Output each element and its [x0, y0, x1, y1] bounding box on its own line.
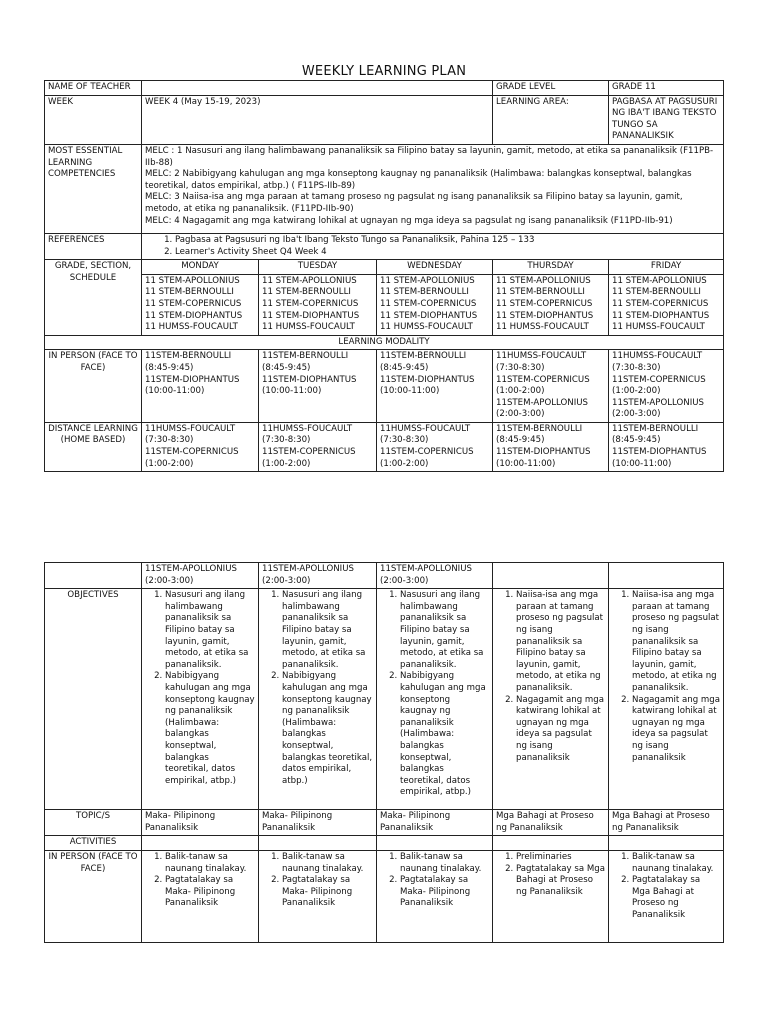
time-slot: (2:00-3:00) — [380, 575, 429, 586]
section-name: 11 STEM-DIOPHANTUS — [380, 310, 478, 321]
objective-item: 1. Nasusuri ang ilang halimbawang pananaliksik sa Filipino batay sa layunin, gamit, metodo, at etika sa pananaliksik. — [282, 590, 373, 671]
topics-label: TOPIC/S — [45, 810, 142, 836]
section-name: 11STEM-BERNOULLI — [496, 423, 583, 434]
time-slot: (8:45-9:45) — [612, 435, 661, 446]
in-person-tuesday — [259, 350, 377, 423]
section-name: 11STEM-BERNOULLI — [380, 351, 467, 362]
section-name: 11 STEM-BERNOULLI — [145, 287, 234, 298]
melc-list — [142, 144, 724, 233]
activity-item: 2. Pagtatalakay sa Mga Bahagi at Proseso ng Pananaliksik — [516, 864, 605, 899]
time-slot: (7:30-8:30) — [145, 435, 194, 446]
day-header-wednesday: WEDNESDAY — [377, 260, 493, 275]
distance-wednesday — [377, 422, 493, 471]
distance-tuesday — [259, 422, 377, 471]
section-name: 11 STEM-BERNOULLI — [612, 287, 701, 298]
learning-area-label: LEARNING AREA: — [493, 95, 609, 144]
time-slot: (7:30-8:30) — [612, 362, 661, 373]
activities-in-person-label: IN PERSON (FACE TO FACE) — [45, 850, 142, 942]
day-header-friday: FRIDAY — [609, 260, 724, 275]
activities-wednesday — [377, 850, 493, 942]
time-slot: (7:30-8:30) — [496, 362, 545, 373]
section-name: 11 STEM-COPERNICUS — [496, 298, 593, 309]
section-name: 11 STEM-COPERNICUS — [145, 298, 242, 309]
activities-label: ACTIVITIES — [45, 836, 142, 851]
time-slot: (7:30-8:30) — [262, 435, 311, 446]
time-slot: (10:00-11:00) — [612, 458, 672, 469]
section-name: 11STEM-DIOPHANTUS — [262, 374, 357, 385]
objective-item: 2. Nabibigyang kahulugan ang mga konseptong kaugnay ng pananaliksik (Halimbawa: balangkas konseptwal, balangkas teoretikal, datos empirikal, atbp.) — [282, 671, 373, 787]
distance-learning-label: DISTANCE LEARNING (HOME BASED) — [45, 422, 142, 471]
time-slot: (1:00-2:00) — [496, 386, 545, 397]
objective-item: 2. Nagagamit ang mga katwirang lohikal at ugnayan ng mga ideya sa pagsulat ng isang pananaliksik — [632, 695, 720, 765]
weekly-plan-table-bottom — [44, 562, 724, 943]
section-name: 11STEM-COPERNICUS — [380, 447, 474, 458]
objectives-monday — [142, 589, 259, 810]
name-of-teacher-label: NAME OF TEACHER — [45, 81, 142, 96]
time-slot: (8:45-9:45) — [262, 362, 311, 373]
time-slot: (8:45-9:45) — [145, 362, 194, 373]
schedule-label: GRADE, SECTION, SCHEDULE — [45, 260, 142, 336]
time-slot: (10:00-11:00) — [496, 458, 556, 469]
learning-modality-header: LEARNING MODALITY — [45, 335, 724, 350]
day-header-monday: MONDAY — [142, 260, 259, 275]
section-name: 11STEM-APOLLONIUS — [496, 397, 588, 408]
section-name: 11 STEM-APOLLONIUS — [262, 275, 357, 286]
section-name: 11 STEM-COPERNICUS — [262, 298, 359, 309]
section-name: 11HUMSS-FOUCAULT — [145, 423, 236, 434]
section-name: 11STEM-APOLLONIUS — [612, 397, 704, 408]
objectives-tuesday — [259, 589, 377, 810]
section-name: 11HUMSS-FOUCAULT — [380, 423, 471, 434]
section-name: 11 STEM-APOLLONIUS — [380, 275, 475, 286]
topic-thursday: Mga Bahagi at Proseso ng Pananaliksik — [493, 810, 609, 836]
section-name: 11 STEM-DIOPHANTUS — [612, 310, 710, 321]
section-name: 11STEM-BERNOULLI — [145, 351, 232, 362]
distance-monday — [142, 422, 259, 471]
section-name: 11 HUMSS-FOUCAULT — [145, 322, 238, 333]
section-name: 11STEM-DIOPHANTUS — [496, 447, 591, 458]
week-label: WEEK — [45, 95, 142, 144]
section-name: 11 STEM-BERNOULLI — [262, 287, 351, 298]
activities-empty-cell — [493, 836, 609, 851]
weekly-plan-table-top — [44, 80, 724, 472]
topic-monday: Maka- Pilipinong Pananaliksik — [142, 810, 259, 836]
section-name: 11 STEM-DIOPHANTUS — [262, 310, 360, 321]
objectives-thursday — [493, 589, 609, 810]
activities-empty-cell — [259, 836, 377, 851]
section-name: 11STEM-COPERNICUS — [496, 374, 590, 385]
objectives-wednesday — [377, 589, 493, 810]
topic-wednesday: Maka- Pilipinong Pananaliksik — [377, 810, 493, 836]
section-name: 11STEM-DIOPHANTUS — [612, 447, 707, 458]
section-name: 11STEM-COPERNICUS — [145, 447, 239, 458]
time-slot: (8:45-9:45) — [496, 435, 545, 446]
activities-empty-cell — [377, 836, 493, 851]
in-person-monday — [142, 350, 259, 423]
section-name: 11STEM-APOLLONIUS — [145, 564, 237, 574]
objective-item: 2. Nagagamit ang mga katwirang lohikal at ugnayan ng mga ideya sa pagsulat ng isang pananaliksik — [516, 695, 605, 765]
time-slot: (10:00-11:00) — [262, 386, 322, 397]
time-slot: (1:00-2:00) — [612, 386, 661, 397]
objectives-friday — [609, 589, 724, 810]
distance-continued-monday — [142, 563, 259, 589]
time-slot: (10:00-11:00) — [145, 386, 205, 397]
time-slot: (2:00-3:00) — [262, 575, 311, 586]
distance-thursday — [493, 422, 609, 471]
section-name: 11STEM-APOLLONIUS — [262, 564, 354, 574]
objective-item: 1. Nasusuri ang ilang halimbawang pananaliksik sa Filipino batay sa layunin, gamit, metodo, at etika sa pananaliksik. — [400, 590, 489, 671]
in-person-label: IN PERSON (FACE TO FACE) — [45, 350, 142, 423]
section-name: 11HUMSS-FOUCAULT — [496, 351, 587, 362]
distance-continued-tuesday — [259, 563, 377, 589]
section-name: 11STEM-COPERNICUS — [262, 447, 356, 458]
activity-item: 1. Balik-tanaw sa naunang tinalakay. — [282, 852, 373, 875]
melc-item: MELC: 2 Nabibigyang kahulugan ang mga konseptong kaugnay ng pananaliksik (Halimbawa: balangkas konseptwal, balangkas teoretikal, datos empirikal, atbp.) ( F11PS-IIb-89) — [145, 169, 692, 191]
page-title: WEEKLY LEARNING PLAN — [301, 64, 467, 79]
time-slot: (8:45-9:45) — [380, 362, 429, 373]
section-name: 11 STEM-APOLLONIUS — [496, 275, 591, 286]
time-slot: (2:00-3:00) — [145, 575, 194, 586]
melc-item: MELC: 3 Naiisa-isa ang mga paraan at tamang proseso ng pagsulat ng isang pananaliksik sa Filipino batay sa layunin, gamit, metodo, at etika ng pananaliksik. (F11PD-IIb-90) — [145, 192, 683, 214]
topic-friday: Mga Bahagi at Proseso ng Pananaliksik — [609, 810, 724, 836]
section-name: 11 STEM-APOLLONIUS — [612, 275, 707, 286]
section-name: 11 HUMSS-FOUCAULT — [262, 322, 355, 333]
section-name: 11 STEM-COPERNICUS — [380, 298, 477, 309]
objective-item: 2. Nabibigyang kahulugan ang mga konseptong kaugnay ng pananaliksik (Halimbawa: balangkas konseptwal, balangkas teoretikal, datos empirikal, atbp.) — [400, 671, 489, 799]
section-name: 11HUMSS-FOUCAULT — [262, 423, 353, 434]
schedule-sections-thursday — [493, 274, 609, 335]
reference-item: 2. Learner's Activity Sheet Q4 Week 4 — [175, 247, 720, 259]
activity-item: 2. Pagtatalakay sa Maka- Pilipinong Pananaliksik — [400, 875, 489, 910]
grade-level-label: GRADE LEVEL — [493, 81, 609, 96]
section-name: 11STEM-DIOPHANTUS — [380, 374, 475, 385]
time-slot: (1:00-2:00) — [262, 458, 311, 469]
section-name: 11 HUMSS-FOUCAULT — [496, 322, 589, 333]
schedule-sections-monday — [142, 274, 259, 335]
in-person-wednesday — [377, 350, 493, 423]
activities-friday — [609, 850, 724, 942]
day-header-tuesday: TUESDAY — [259, 260, 377, 275]
section-name: 11 STEM-DIOPHANTUS — [145, 310, 243, 321]
day-header-thursday: THURSDAY — [493, 260, 609, 275]
time-slot: (1:00-2:00) — [380, 458, 429, 469]
distance-continued-label — [45, 563, 142, 589]
distance-continued-wednesday — [377, 563, 493, 589]
in-person-friday — [609, 350, 724, 423]
section-name: 11HUMSS-FOUCAULT — [612, 351, 703, 362]
schedule-sections-friday — [609, 274, 724, 335]
learning-area-value: PAGBASA AT PAGSUSURI NG IBA'T IBANG TEKSTO TUNGO SA PANANALIKSIK — [609, 95, 724, 144]
time-slot: (7:30-8:30) — [380, 435, 429, 446]
objective-item: 2. Nabibigyang kahulugan ang mga konseptong kaugnay ng pananaliksik (Halimbawa: balangkas konseptwal, balangkas teoretikal, datos empirikal, atbp.) — [165, 671, 255, 787]
section-name: 11STEM-BERNOULLI — [612, 423, 699, 434]
activities-thursday — [493, 850, 609, 942]
activity-item: 1. Balik-tanaw sa naunang tinalakay. — [632, 852, 720, 875]
activity-item: 2. Pagtatalakay sa Maka- Pilipinong Pananaliksik — [282, 875, 373, 910]
reference-item: 1. Pagbasa at Pagsusuri ng Iba't Ibang Teksto Tungo sa Pananaliksik, Pahina 125 – 133 — [175, 235, 720, 247]
section-name: 11 STEM-BERNOULLI — [380, 287, 469, 298]
distance-continued-friday — [609, 563, 724, 589]
section-name: 11 STEM-DIOPHANTUS — [496, 310, 594, 321]
melc-item: MELC: 4 Nagagamit ang mga katwirang lohikal at ugnayan ng mga ideya sa pagsulat ng isang pananaliksik (F11PD-IIb-91) — [145, 215, 673, 226]
time-slot: (1:00-2:00) — [145, 458, 194, 469]
melc-label: MOST ESSENTIAL LEARNING COMPETENCIES — [45, 144, 142, 233]
schedule-sections-tuesday — [259, 274, 377, 335]
topic-tuesday: Maka- Pilipinong Pananaliksik — [259, 810, 377, 836]
section-name: 11 STEM-APOLLONIUS — [145, 275, 240, 286]
references-label: REFERENCES — [45, 233, 142, 259]
grade-level-value: GRADE 11 — [609, 81, 724, 96]
activities-empty-cell — [142, 836, 259, 851]
activity-item: 1. Balik-tanaw sa naunang tinalakay. — [400, 852, 489, 875]
activities-empty-cell — [609, 836, 724, 851]
activity-item: 1. Preliminaries — [516, 852, 605, 864]
time-slot: (2:00-3:00) — [612, 409, 661, 420]
week-value: WEEK 4 (May 15-19, 2023) — [142, 95, 493, 144]
section-name: 11 HUMSS-FOUCAULT — [380, 322, 473, 333]
references-list — [142, 233, 724, 259]
activities-monday — [142, 850, 259, 942]
activity-item: 2. Pagtatalakay sa Maka- Pilipinong Pananaliksik — [165, 875, 255, 910]
section-name: 11STEM-BERNOULLI — [262, 351, 349, 362]
in-person-thursday — [493, 350, 609, 423]
objective-item: 1. Naiisa-isa ang mga paraan at tamang proseso ng pagsulat ng isang pananaliksik sa Filipino batay sa layunin, gamit, metodo, at etika ng pananaliksik. — [632, 590, 720, 694]
objectives-label: OBJECTIVES — [45, 589, 142, 810]
section-name: 11STEM-APOLLONIUS — [380, 564, 472, 574]
distance-continued-thursday — [493, 563, 609, 589]
melc-item: MELC : 1 Nasusuri ang ilang halimbawang pananaliksik sa Filipino batay sa layunin, gamit, metodo, at etika sa pananaliksik (F11PB-IIb-88) — [145, 145, 714, 168]
section-name: 11 STEM-BERNOULLI — [496, 287, 585, 298]
time-slot: (2:00-3:00) — [496, 409, 545, 420]
section-name: 11STEM-DIOPHANTUS — [145, 374, 240, 385]
objective-item: 1. Naiisa-isa ang mga paraan at tamang proseso ng pagsulat ng isang pananaliksik sa Filipino batay sa layunin, gamit, metodo, at etika ng pananaliksik. — [516, 590, 605, 694]
section-name: 11 HUMSS-FOUCAULT — [612, 322, 705, 333]
distance-friday — [609, 422, 724, 471]
activity-item: 2. Pagtatalakay sa Mga Bahagi at Proseso ng Pananaliksik — [632, 875, 720, 921]
activity-item: 1. Balik-tanaw sa naunang tinalakay. — [165, 852, 255, 875]
section-name: 11 STEM-COPERNICUS — [612, 298, 709, 309]
activities-tuesday — [259, 850, 377, 942]
time-slot: (10:00-11:00) — [380, 386, 440, 397]
objective-item: 1. Nasusuri ang ilang halimbawang pananaliksik sa Filipino batay sa layunin, gamit, metodo, at etika sa pananaliksik. — [165, 590, 255, 671]
schedule-sections-wednesday — [377, 274, 493, 335]
section-name: 11STEM-COPERNICUS — [612, 374, 706, 385]
name-of-teacher-value — [142, 81, 493, 96]
